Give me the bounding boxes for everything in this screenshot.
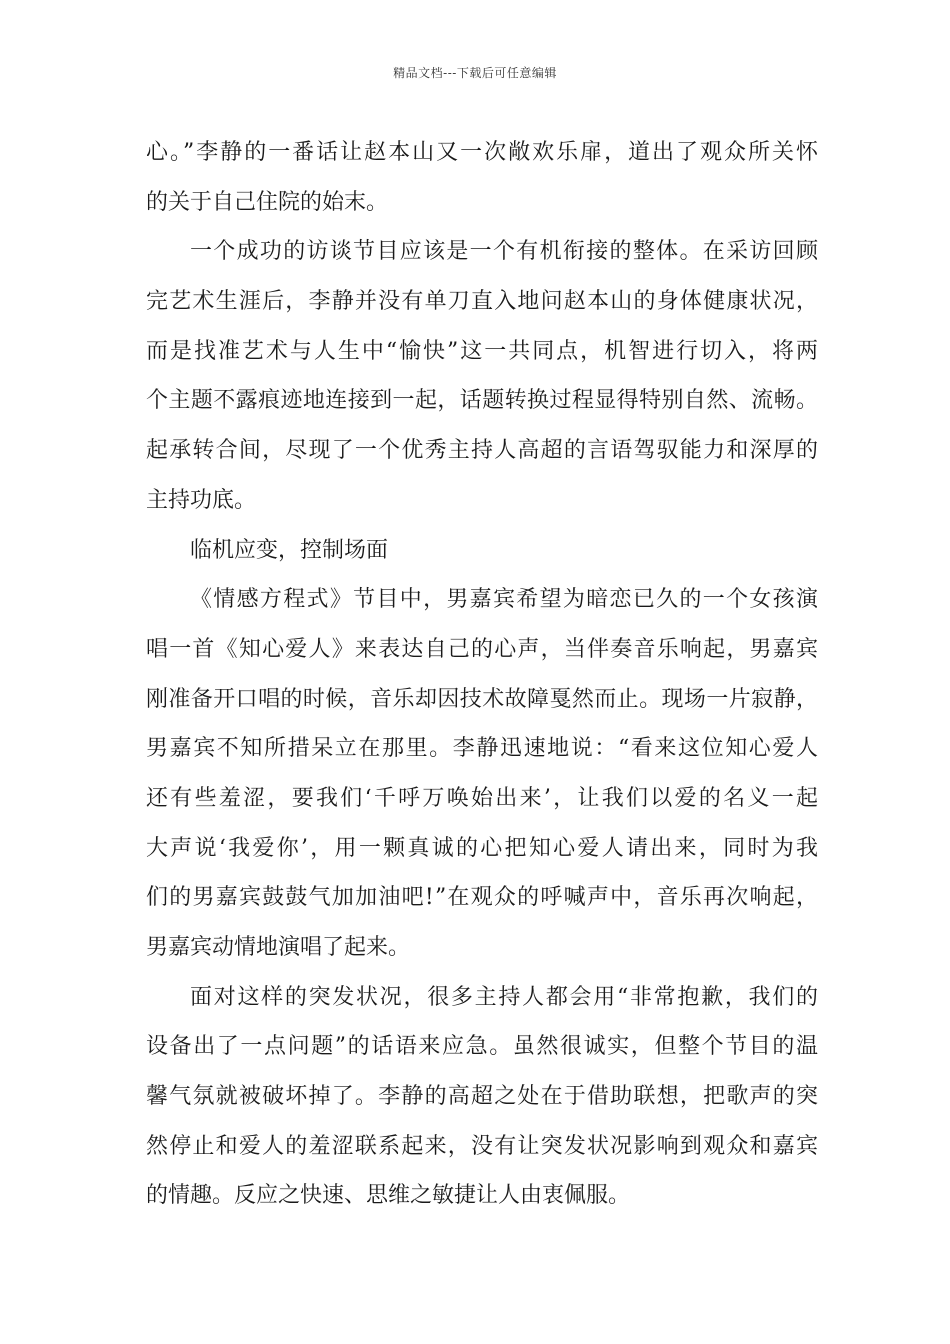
text-line: 的关于自己住院的始末。 bbox=[146, 189, 389, 215]
text-line: 的情趣。反应之快速、思维之敏捷让人由衷佩服。 bbox=[146, 1183, 631, 1209]
text-line: 个主题不露痕迹地连接到一起，话题转换过程显得特别自然、流畅。 bbox=[146, 388, 819, 414]
text-line: 设备出了一点问题”的话语来应急。虽然很诚实，但整个节目的温 bbox=[146, 1034, 820, 1060]
text-line: 完艺术生涯后，李静并没有单刀直入地问赵本山的身体健康状况， bbox=[146, 289, 820, 315]
text-line: 起承转合间，尽现了一个优秀主持人高超的言语驾驭能力和深厚的 bbox=[146, 438, 820, 464]
text-line: 而是找准艺术与人生中“愉快”这一共同点，机智进行切入，将两 bbox=[146, 338, 820, 364]
text-line: 男嘉宾不知所措呆立在那里。李静迅速地说：“看来这位知心爱人 bbox=[146, 736, 820, 762]
text-line: 主持功底。 bbox=[146, 487, 257, 513]
text-line: 然停止和爱人的羞涩联系起来，没有让突发状况影响到观众和嘉宾 bbox=[146, 1133, 820, 1159]
page-header: 精品文档---下载后可任意编辑 bbox=[393, 66, 557, 80]
document-body bbox=[146, 128, 821, 1221]
text-line: 男嘉宾动情地演唱了起来。 bbox=[146, 935, 411, 960]
text-line: 心。”李静的一番话让赵本山又一次敞欢乐扉，道出了观众所关怀 bbox=[146, 140, 820, 165]
text-line: 刚准备开口唱的时候，音乐却因技术故障戛然而止。现场一片寂静， bbox=[146, 686, 819, 712]
paragraph-start-line: 一个成功的访谈节目应该是一个有机衔接的整体。在采访回顾 bbox=[190, 239, 820, 265]
text-line: 们的男嘉宾鼓鼓气加加油吧!”在观众的呼喊声中，音乐再次响起， bbox=[146, 885, 820, 911]
text-line: 唱一首《知心爱人》来表达自己的心声，当伴奏音乐响起，男嘉宾 bbox=[146, 636, 820, 662]
text-line: 大声说‘我爱你’，用一颗真诚的心把知心爱人请出来，同时为我 bbox=[146, 835, 821, 861]
section-heading: 临机应变，控制场面 bbox=[190, 537, 389, 563]
paragraph-start-line: 面对这样的突发状况，很多主持人都会用“非常抱歉，我们的 bbox=[190, 984, 820, 1010]
paragraph-start-line: 《情感方程式》节目中，男嘉宾希望为暗恋已久的一个女孩演 bbox=[190, 587, 820, 613]
text-line: 还有些羞涩，要我们‘千呼万唤始出来’，让我们以爱的名义一起 bbox=[146, 785, 821, 811]
text-line: 馨气氛就被破坏掉了。李静的高超之处在于借助联想，把歌声的突 bbox=[146, 1084, 820, 1110]
